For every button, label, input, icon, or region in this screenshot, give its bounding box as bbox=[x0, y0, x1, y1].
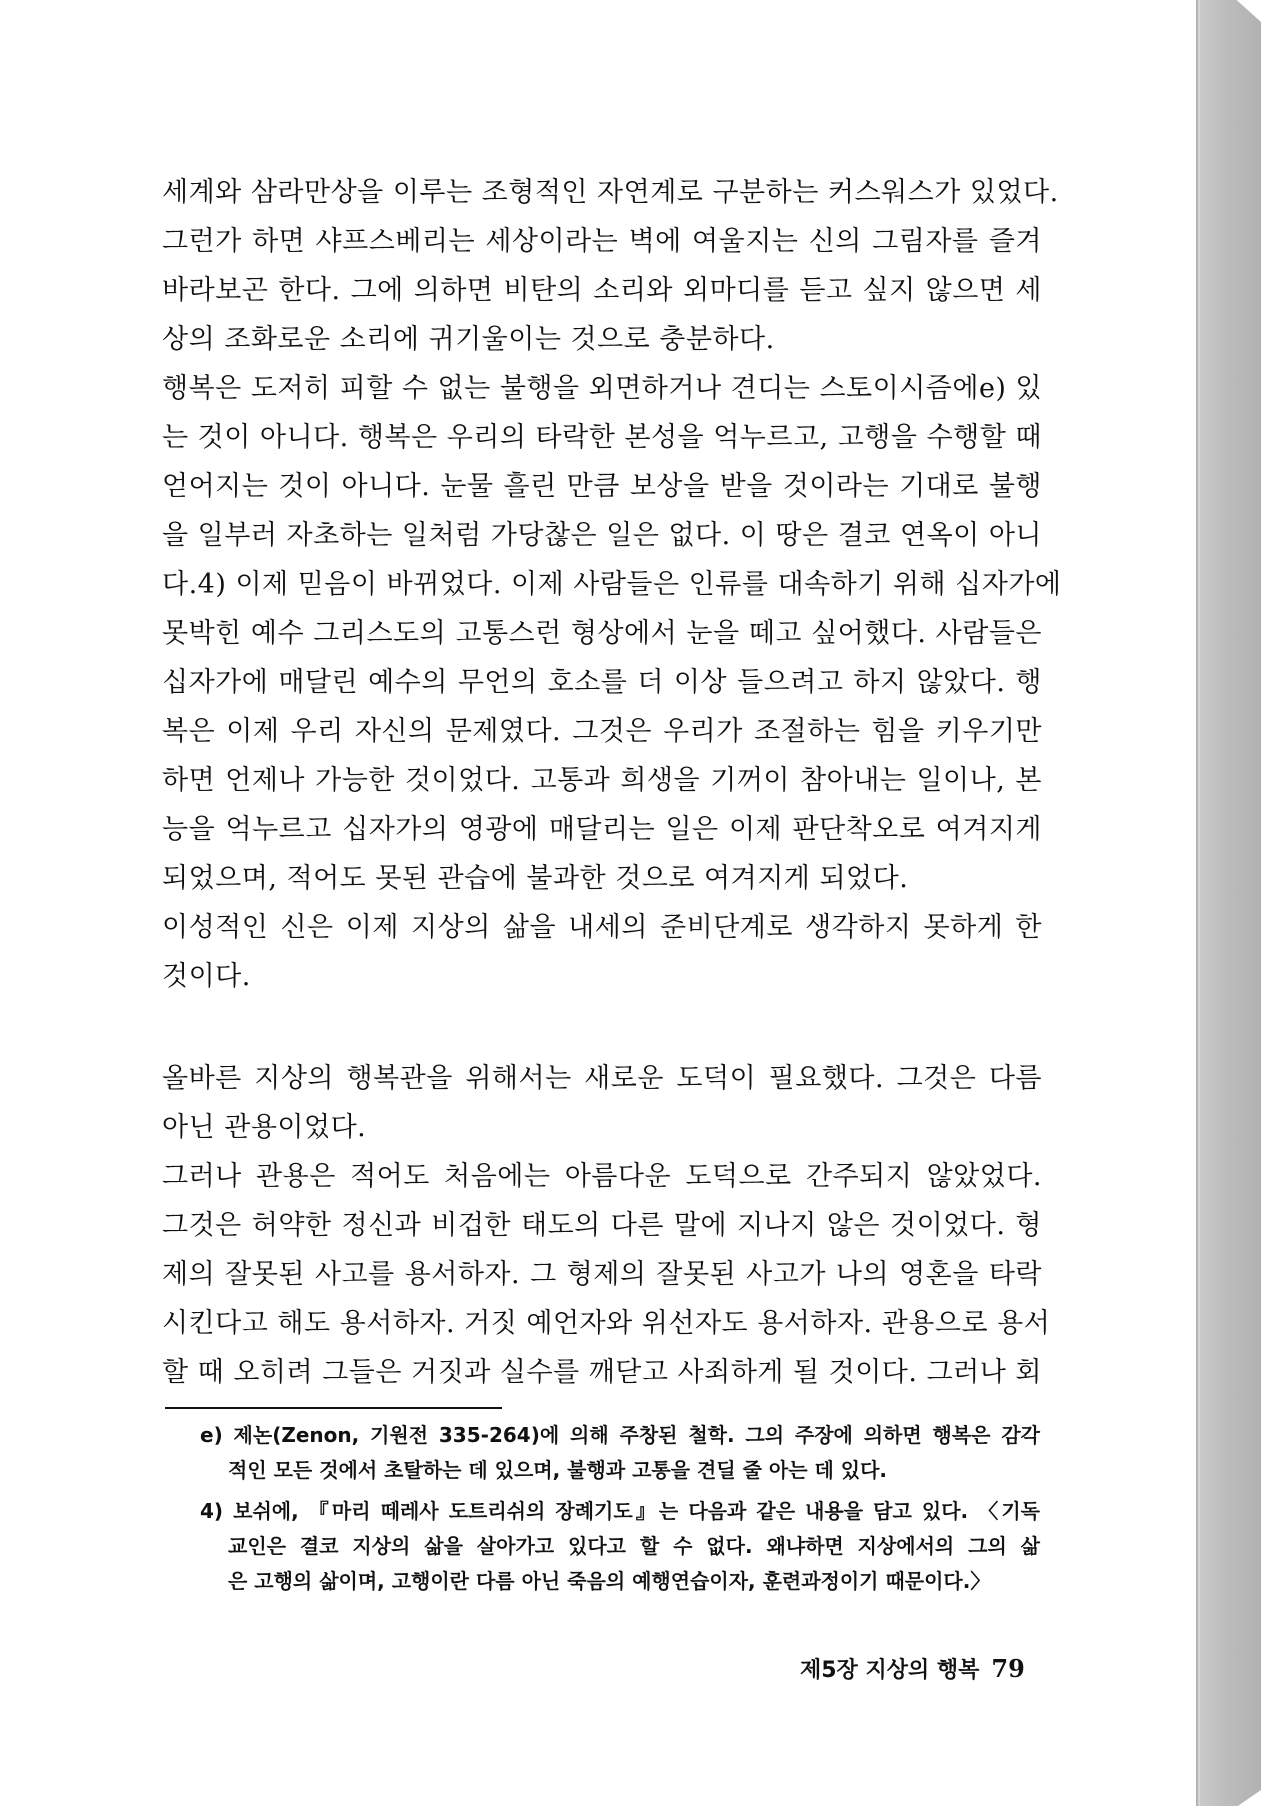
book-thickness-edge bbox=[1200, 0, 1261, 1806]
text-line: 그것은 허약한 정신과 비겁한 태도의 다른 말에 지나지 않은 것이었다. 형 bbox=[162, 1210, 1042, 1241]
text-line: 다.4) 이제 믿음이 바뀌었다. 이제 사람들은 인류를 대속하기 위해 십자가에 bbox=[162, 569, 1062, 600]
text-line: 능을 억누르고 십자가의 영광에 매달리는 일은 이제 판단착오로 여겨지게 bbox=[162, 814, 1042, 845]
chapter-title: 제5장 지상의 행복 bbox=[800, 1658, 980, 1683]
text-line: 제의 잘못된 사고를 용서하자. 그 형제의 잘못된 사고가 나의 영혼을 타락 bbox=[162, 1259, 1042, 1290]
page-number: 79 bbox=[991, 1654, 1025, 1683]
text-line: 시킨다고 해도 용서하자. 거짓 예언자와 위선자도 용서하자. 관용으로 용서 bbox=[162, 1308, 1051, 1339]
footnote-line: 4) 보쉬에, 『마리 떼레사 도트리쉬의 장례기도』는 다음과 같은 내용을 담고 있다. 〈기독 bbox=[200, 1499, 1040, 1523]
text-line: 복은 이제 우리 자신의 문제였다. 그것은 우리가 조절하는 힘을 키우기만 bbox=[162, 716, 1042, 747]
text-line: 는 것이 아니다. 행복은 우리의 타락한 본성을 억누르고, 고행을 수행할 때 bbox=[162, 422, 1042, 453]
text-line: 그런가 하면 샤프스베리는 세상이라는 벽에 여울지는 신의 그림자를 즐겨 bbox=[162, 226, 1042, 257]
paragraph-4 bbox=[162, 1054, 1042, 1152]
text-line: 이성적인 신은 이제 지상의 삶을 내세의 준비단계로 생각하지 못하게 한 bbox=[162, 912, 1042, 943]
text-line: 할 때 오히려 그들은 거짓과 실수를 깨닫고 사죄하게 될 것이다. 그러나 회 bbox=[162, 1357, 1042, 1388]
footnote-line: 교인은 결코 지상의 삶을 살아가고 있다고 할 수 없다. 왜냐하면 지상에서의 그의 삶 bbox=[228, 1534, 1040, 1558]
footnote-divider bbox=[165, 1407, 502, 1409]
text-line: 상의 조화로운 소리에 귀기울이는 것으로 충분하다. bbox=[162, 324, 775, 355]
text-line: 것이다. bbox=[162, 961, 251, 992]
text-line: 올바른 지상의 행복관을 위해서는 새로운 도덕이 필요했다. 그것은 다름 bbox=[162, 1063, 1042, 1094]
text-line: 행복은 도저히 피할 수 없는 불행을 외면하거나 견디는 스토이시즘에e) 있 bbox=[162, 373, 1043, 404]
text-line: 하면 언제나 가능한 것이었다. 고통과 희생을 기꺼이 참아내는 일이나, 본 bbox=[162, 765, 1042, 796]
section-break bbox=[162, 1001, 1042, 1054]
paragraph-2 bbox=[162, 364, 1062, 903]
body-text bbox=[162, 168, 1062, 1397]
footnotes bbox=[200, 1418, 1040, 1599]
text-line: 을 일부러 자초하는 일처럼 가당찮은 일은 없다. 이 땅은 결코 연옥이 아니 bbox=[162, 520, 1042, 551]
footnote-e bbox=[200, 1418, 1040, 1488]
text-line: 십자가에 매달린 예수의 무언의 호소를 더 이상 들으려고 하지 않았다. 행 bbox=[162, 667, 1042, 698]
text-line: 세계와 삼라만상을 이루는 조형적인 자연계로 구분하는 커스워스가 있었다. bbox=[162, 177, 1059, 208]
footnote-line: e) 제논(Zenon, 기원전 335-264)에 의해 주창된 철학. 그의 주장에 의하면 행복은 감각 bbox=[200, 1423, 1040, 1447]
text-line: 못박힌 예수 그리스도의 고통스런 형상에서 눈을 떼고 싶어했다. 사람들은 bbox=[162, 618, 1042, 649]
text-line: 아닌 관용이었다. bbox=[162, 1112, 367, 1143]
page-footer bbox=[800, 1653, 1025, 1684]
paragraph-5 bbox=[162, 1152, 1051, 1397]
text-line: 그러나 관용은 적어도 처음에는 아름다운 도덕으로 간주되지 않았었다. bbox=[162, 1161, 1042, 1192]
text-line: 되었으며, 적어도 못된 관습에 불과한 것으로 여겨지게 되었다. bbox=[162, 863, 909, 894]
text-line: 바라보곤 한다. 그에 의하면 비탄의 소리와 외마디를 듣고 싶지 않으면 세 bbox=[162, 275, 1042, 306]
paragraph-3 bbox=[162, 903, 1042, 1001]
paragraph-1 bbox=[162, 168, 1059, 364]
footnote-line: 은 고행의 삶이며, 고행이란 다름 아닌 죽음의 예행연습이자, 훈련과정이기 때문이다.〉 bbox=[228, 1569, 991, 1593]
text-line: 얻어지는 것이 아니다. 눈물 흘린 만큼 보상을 받을 것이라는 기대로 불행 bbox=[162, 471, 1042, 502]
footnote-4 bbox=[200, 1494, 1040, 1599]
footnote-line: 적인 모든 것에서 초탈하는 데 있으며, 불행과 고통을 견딜 줄 아는 데 있다. bbox=[228, 1458, 888, 1482]
